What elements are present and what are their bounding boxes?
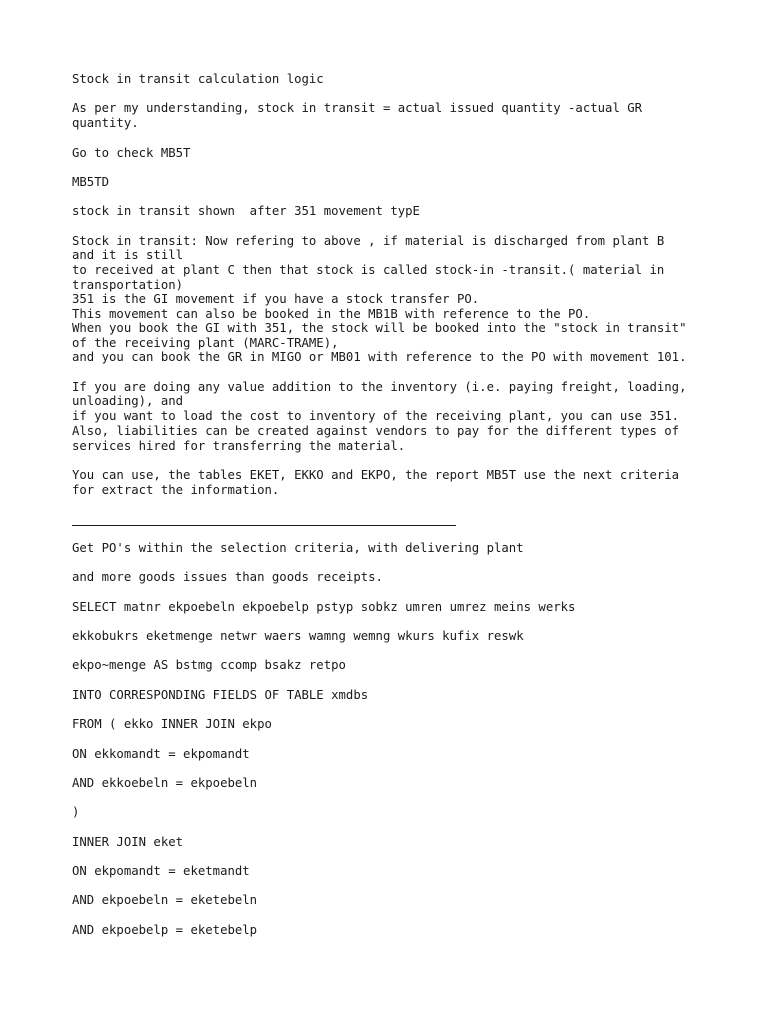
tables-note-line-1: You can use, the tables EKET, EKKO and EKPO, the report MB5T use the next criteria bbox=[72, 468, 680, 482]
code-line-14: AND ekpoebelp = eketebelp bbox=[72, 923, 258, 937]
document-title: Stock in transit calculation logic bbox=[72, 72, 324, 86]
code-line-5: ekpo~menge AS bstmg ccomp bsakz retpo bbox=[72, 658, 346, 672]
code-line-12: ON ekpomandt = eketmandt bbox=[72, 864, 250, 878]
tables-note-line-2: for extract the information. bbox=[72, 483, 280, 497]
code-line-6: INTO CORRESPONDING FIELDS OF TABLE xmdbs bbox=[72, 688, 369, 702]
code-line-10: ) bbox=[72, 805, 80, 819]
intro-line-1: As per my understanding, stock in transit = actual issued quantity -actual GR bbox=[72, 101, 643, 115]
value-addition-line-4: Also, liabilities can be created against vendors to pay for the different types of bbox=[72, 424, 680, 438]
code-line-3: SELECT matnr ekpoebeln ekpoebelp pstyp sobkz umren umrez meins werks bbox=[72, 600, 576, 614]
check-mb5t-line: Go to check MB5T bbox=[72, 146, 191, 160]
definition-line-5: 351 is the GI movement if you have a stock transfer PO. bbox=[72, 292, 480, 306]
definition-line-8: of the receiving plant (MARC-TRAME), bbox=[72, 336, 339, 350]
code-line-13: AND ekpoebeln = eketebeln bbox=[72, 893, 258, 907]
mb5td-line: MB5TD bbox=[72, 175, 110, 189]
code-line-11: INNER JOIN eket bbox=[72, 835, 184, 849]
definition-line-2: and it is still bbox=[72, 248, 184, 262]
value-addition-line-2: unloading), and bbox=[72, 394, 184, 408]
code-line-7: FROM ( ekko INNER JOIN ekpo bbox=[72, 717, 272, 731]
value-addition-line-3: if you want to load the cost to inventory of the receiving plant, you can use 351. bbox=[72, 409, 680, 423]
definition-line-9: and you can book the GR in MIGO or MB01 with reference to the PO with movement 101. bbox=[72, 350, 687, 364]
intro-line-2: quantity. bbox=[72, 116, 139, 130]
code-line-4: ekkobukrs eketmenge netwr waers wamng wemng wkurs kufix reswk bbox=[72, 629, 524, 643]
definition-line-7: When you book the GI with 351, the stock will be booked into the "stock in transit" bbox=[72, 321, 687, 335]
definition-line-4: transportation) bbox=[72, 278, 184, 292]
value-addition-line-5: services hired for transferring the material. bbox=[72, 439, 406, 453]
definition-line-3: to received at plant C then that stock is called stock-in -transit.( material in bbox=[72, 263, 665, 277]
definition-line-6: This movement can also be booked in the MB1B with reference to the PO. bbox=[72, 307, 591, 321]
code-line-9: AND ekkoebeln = ekpoebeln bbox=[72, 776, 258, 790]
value-addition-line-1: If you are doing any value addition to the inventory (i.e. paying freight, loading, bbox=[72, 380, 687, 394]
shown-after-line: stock in transit shown after 351 movement typE bbox=[72, 204, 420, 218]
horizontal-divider bbox=[72, 525, 456, 526]
code-line-8: ON ekkomandt = ekpomandt bbox=[72, 747, 250, 761]
definition-line-1: Stock in transit: Now refering to above , if material is discharged from plant B bbox=[72, 234, 665, 248]
code-line-2: and more goods issues than goods receipts. bbox=[72, 570, 383, 584]
code-line-1: Get PO's within the selection criteria, with delivering plant bbox=[72, 541, 524, 555]
